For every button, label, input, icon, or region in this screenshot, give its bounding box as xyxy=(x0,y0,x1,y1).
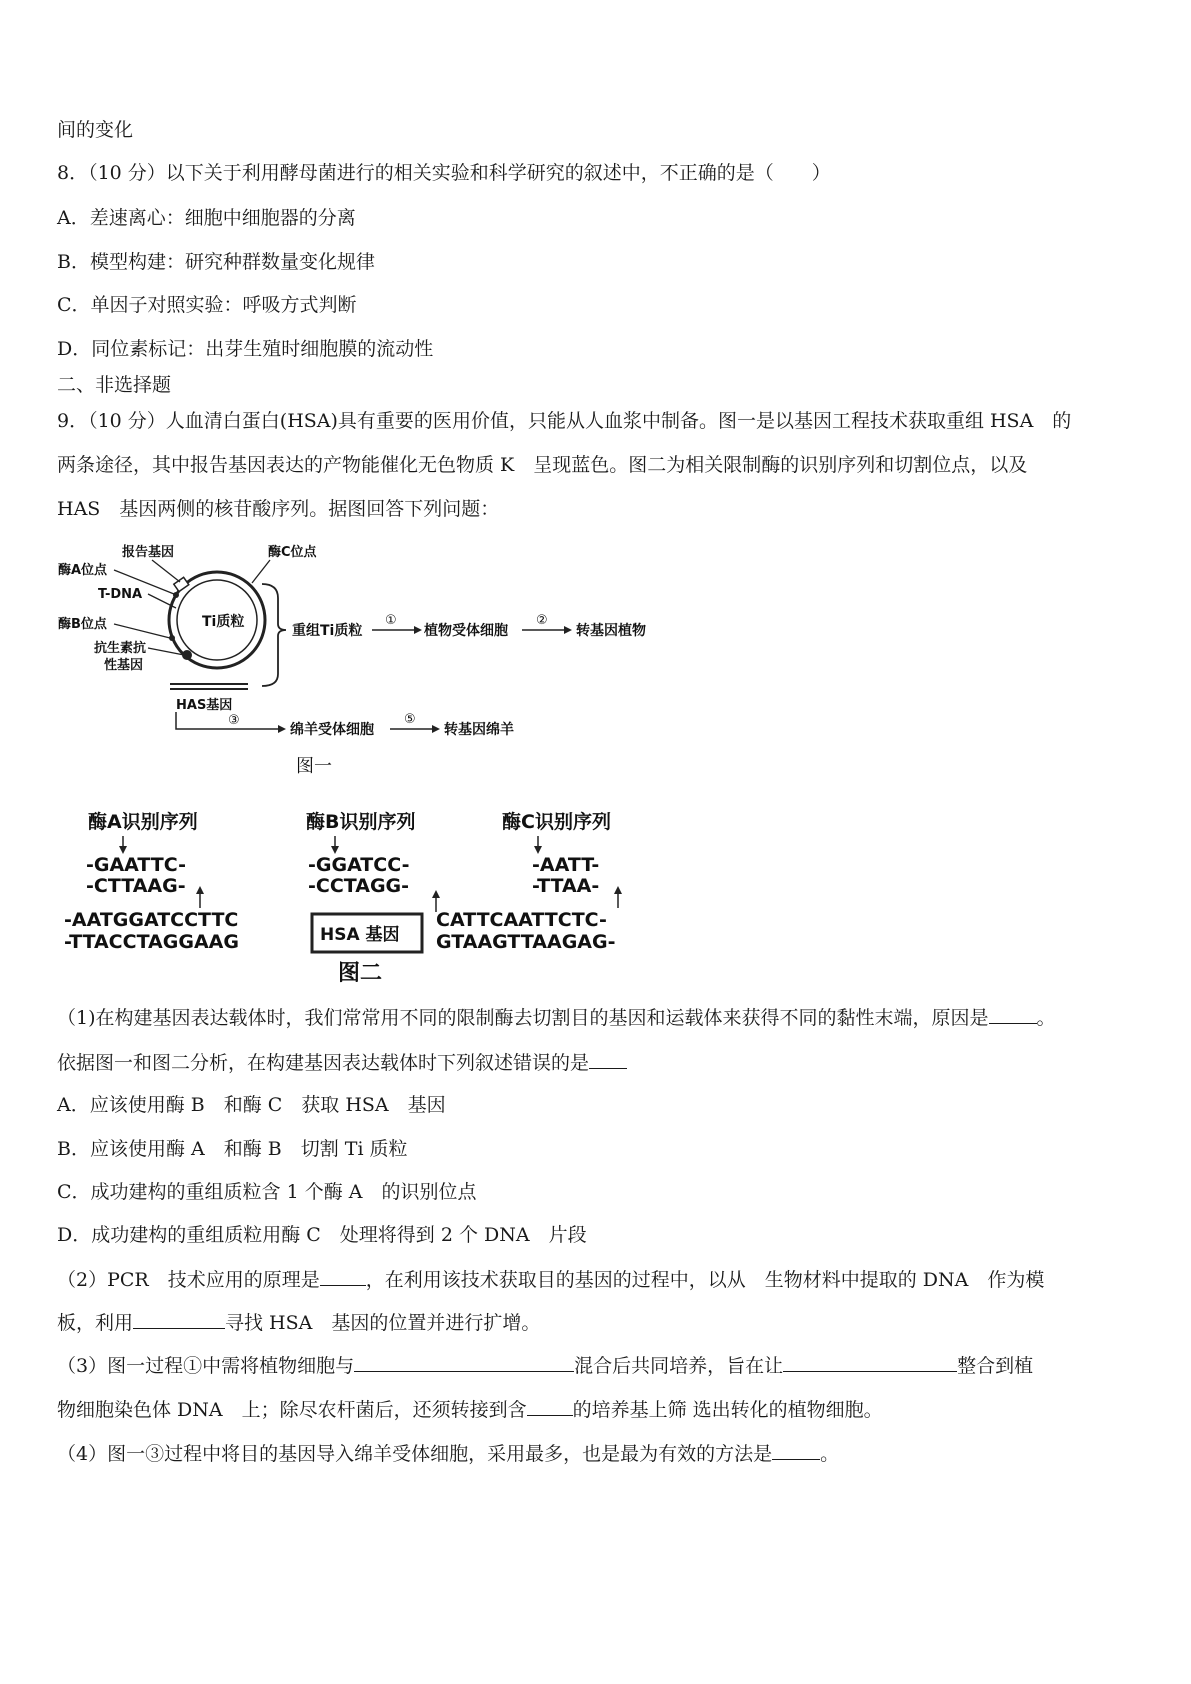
step-3-label: ③ xyxy=(228,713,240,728)
question-9-stem-line2: 两条途径，其中报告基因表达的产物能催化无色物质 K 呈现蓝色。图二为相关限制酶的识别序列和切割位点，以及 xyxy=(57,454,1028,476)
answer-blank[interactable] xyxy=(527,1397,573,1416)
subquestion-1-line1: （1)在构建基因表达载体时，我们常常用不同的限制酶去切割目的基因和运载体来获得不同的黏性末端，原因是 。 xyxy=(57,1007,1056,1029)
answer-blank[interactable] xyxy=(133,1310,225,1329)
answer-blank[interactable] xyxy=(772,1441,820,1460)
figure-1-diagram xyxy=(52,538,692,778)
step-2-label: ② xyxy=(536,613,548,628)
question-8-option-a: A．差速离心：细胞中细胞器的分离 xyxy=(57,207,356,229)
left-flank-top-strand: -AATGGATCCTTC xyxy=(64,909,239,931)
subquestion-1-option-d: D．成功建构的重组质粒用酶 C 处理将得到 2 个 DNA 片段 xyxy=(57,1224,587,1246)
answer-blank[interactable] xyxy=(589,1050,627,1069)
transgenic-sheep-label: 转基因绵羊 xyxy=(444,722,514,738)
subquestion-2-line2: 板，利用 寻找 HSA 基因的位置并进行扩增。 xyxy=(57,1312,541,1334)
enzyme-a-site-marker xyxy=(173,592,179,598)
right-flank-bottom-strand: GTAAGTTAAGAG- xyxy=(436,931,616,953)
enzyme-b-site-label: 酶B位点 xyxy=(58,617,107,632)
plant-recipient-cell-label: 植物受体细胞 xyxy=(424,623,508,639)
answer-blank[interactable] xyxy=(783,1353,957,1372)
question-8-option-d: D．同位素标记：出芽生殖时细胞膜的流动性 xyxy=(57,338,434,360)
enzyme-c-top-strand: -AATT- xyxy=(532,854,600,876)
figure-2-diagram xyxy=(56,800,716,990)
antibiotic-label-2: 性基因 xyxy=(104,658,144,673)
subquestion-1-option-b: B．应该使用酶 A 和酶 B 切割 Ti 质粒 xyxy=(57,1138,408,1160)
step-5-label: ⑤ xyxy=(404,712,416,727)
enzyme-b-bottom-strand: -CCTAGG- xyxy=(308,875,410,897)
brace xyxy=(262,584,286,686)
subquestion-1-option-a: A．应该使用酶 B 和酶 C 获取 HSA 基因 xyxy=(57,1094,446,1116)
plasmid-label: Ti质粒 xyxy=(202,614,245,630)
transgenic-plant-label: 转基因植物 xyxy=(576,623,646,639)
answer-blank[interactable] xyxy=(989,1005,1037,1024)
antibiotic-label-1: 抗生素抗 xyxy=(94,641,147,656)
question-9-stem-line1: 9．（10 分）人血清白蛋白(HSA)具有重要的医用价值，只能从人血浆中制备。图一是以基因工程技术获取重组 HSA 的 xyxy=(57,410,1072,432)
figure-2-caption: 图二 xyxy=(338,961,383,986)
answer-blank[interactable] xyxy=(320,1267,366,1286)
enzyme-c-bottom-strand: -TTAA- xyxy=(532,875,600,897)
enzyme-a-title: 酶A识别序列 xyxy=(88,811,198,833)
text-line-carryover: 间的变化 xyxy=(57,119,134,141)
enzyme-a-top-strand: -GAATTC- xyxy=(86,854,187,876)
subquestion-3-line1: （3）图一过程①中需将植物细胞与 混合后共同培养，旨在让 整合到植 xyxy=(57,1355,1034,1377)
subquestion-4: （4）图一③过程中将目的基因导入绵羊受体细胞，采用最多，也是最为有效的方法是 。 xyxy=(57,1443,840,1465)
figure-1-caption: 图一 xyxy=(296,756,332,777)
enzyme-a-site-label: 酶A位点 xyxy=(58,563,108,578)
right-flank-top-strand: CATTCAATTCTC- xyxy=(436,909,607,931)
subquestion-3-line2: 物细胞染色体 DNA 上；除尽农杆菌后，还须转接到含 的培养基上筛 选出转化的植物细胞。 xyxy=(57,1399,883,1421)
question-8-option-b: B．模型构建：研究种群数量变化规律 xyxy=(57,251,375,273)
step-1-label: ① xyxy=(385,613,397,628)
enzyme-c-title: 酶C识别序列 xyxy=(502,811,611,833)
sheep-recipient-cell-label: 绵羊受体细胞 xyxy=(290,722,374,738)
subquestion-1-line2: 依据图一和图二分析，在构建基因表达载体时下列叙述错误的是 xyxy=(57,1050,627,1075)
recombinant-plasmid-label: 重组Ti质粒 xyxy=(292,623,363,639)
question-8-option-c: C．单因子对照实验：呼吸方式判断 xyxy=(57,294,357,316)
section-heading: 二、非选择题 xyxy=(57,374,172,396)
question-9-stem-line3: HAS 基因两侧的核苷酸序列。据图回答下列问题： xyxy=(57,498,500,520)
left-flank-bottom-strand: -TTACCTAGGAAG xyxy=(64,931,239,953)
question-8-stem: 8．（10 分）以下关于利用酵母菌进行的相关实验和科学研究的叙述中，不正确的是（ ） xyxy=(57,162,831,184)
hsa-gene-box-label: HSA 基因 xyxy=(320,925,400,945)
enzyme-c-site-label: 酶C位点 xyxy=(268,545,317,560)
enzyme-b-title: 酶B识别序列 xyxy=(306,811,416,833)
enzyme-b-top-strand: -GGATCC- xyxy=(308,854,410,876)
enzyme-a-bottom-strand: -CTTAAG- xyxy=(86,875,186,897)
subquestion-1-option-c: C．成功建构的重组质粒含 1 个酶 A 的识别位点 xyxy=(57,1181,477,1203)
reporter-gene-label: 报告基因 xyxy=(122,545,175,560)
answer-blank[interactable] xyxy=(354,1353,574,1372)
subquestion-2-line1: （2）PCR 技术应用的原理是 ，在利用该技术获取目的基因的过程中，以从 生物材料中提取的 DNA 作为模 xyxy=(57,1269,1045,1291)
has-gene-label: HAS基因 xyxy=(176,698,233,713)
tdna-label: T-DNA xyxy=(98,587,143,602)
